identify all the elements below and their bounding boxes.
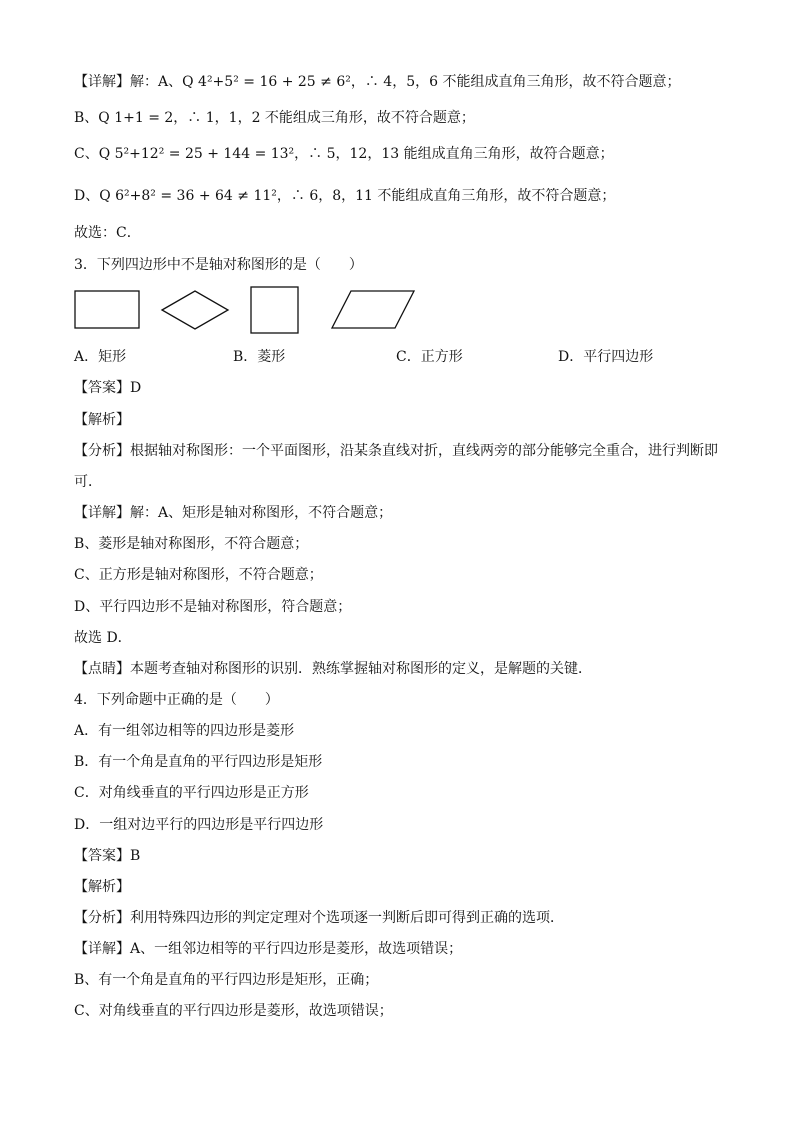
text-line: 可． — [74, 474, 102, 490]
text-line: D、平行四边形不是轴对称图形，符合题意； — [74, 599, 352, 615]
text-line: C、正方形是轴对称图形，不符合题意； — [74, 567, 323, 583]
text-line: 【分析】根据轴对称图形：一个平面图形，沿某条直线对折，直线两旁的部分能够完全重合，进行判断即 — [74, 443, 718, 459]
option-d: D．平行四边形 — [558, 349, 654, 365]
text-line: 【点睛】本题考查轴对称图形的识别．熟练掌握轴对称图形的定义，是解题的关键． — [74, 661, 592, 677]
text-line: D．一组对边平行的四边形是平行四边形 — [74, 817, 324, 833]
option-b: B．菱形 — [233, 349, 286, 365]
option-a: A．矩形 — [74, 349, 127, 365]
answer-label: 【答案】D — [74, 380, 142, 396]
question-title: 4．下列命题中正确的是（ ） — [74, 692, 279, 708]
text-line: C．对角线垂直的平行四边形是正方形 — [74, 785, 309, 801]
text-line: 【分析】利用特殊四边形的判定定理对个选项逐一判断后即可得到正确的选项． — [74, 910, 564, 926]
text-line: 故选：C． — [74, 225, 141, 241]
quadrilateral-figures — [72, 284, 422, 336]
text-line: 【详解】解：A、矩形是轴对称图形，不符合题意； — [74, 505, 393, 521]
text-line: 【详解】A、一组邻边相等的平行四边形是菱形，故选项错误； — [74, 941, 463, 957]
rectangle-figure — [75, 291, 139, 328]
text-line: 故选 D． — [74, 630, 132, 646]
square-figure — [251, 287, 298, 333]
question-title: 3．下列四边形中不是轴对称图形的是（ ） — [74, 257, 363, 273]
text-line: B、菱形是轴对称图形，不符合题意； — [74, 536, 309, 552]
text-line: 【详解】解：A、Q 4²+5² = 16 + 25 ≠ 6²，∴ 4，5，6 不能组成直角三角形，故不符合题意； — [74, 74, 681, 90]
text-line: C、Q 5²+12² = 25 + 144 = 13²，∴ 5，12，13 能组成直角三角形，故符合题意； — [74, 146, 614, 162]
answer-label: 【答案】B — [74, 848, 141, 864]
option-c: C．正方形 — [396, 349, 463, 365]
analysis-label: 【解析】 — [74, 412, 130, 428]
text-line: A．有一组邻边相等的四边形是菱形 — [74, 723, 295, 739]
parallelogram-figure — [332, 291, 414, 328]
text-line: B．有一个角是直角的平行四边形是矩形 — [74, 754, 323, 770]
text-line: B、有一个角是直角的平行四边形是矩形，正确； — [74, 972, 379, 988]
analysis-label: 【解析】 — [74, 879, 130, 895]
text-line: C、对角线垂直的平行四边形是菱形，故选项错误； — [74, 1003, 393, 1019]
text-line: D、Q 6²+8² = 36 + 64 ≠ 11²，∴ 6，8，11 不能组成直角三角形，故不符合题意； — [74, 188, 616, 204]
rhombus-figure — [162, 291, 228, 329]
text-line: B、Q 1+1 = 2，∴ 1，1，2 不能组成三角形，故不符合题意； — [74, 110, 475, 126]
